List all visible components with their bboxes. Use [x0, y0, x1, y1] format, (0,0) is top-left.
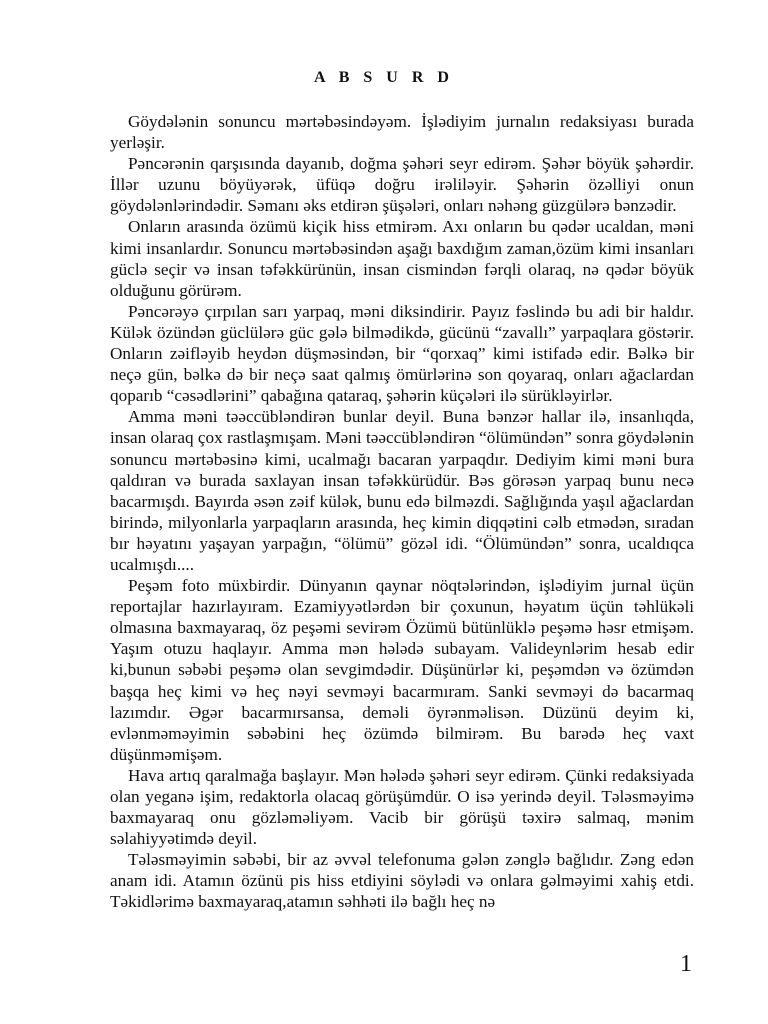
paragraph-6: Peşəm foto müxbirdir. Dünyanın qaynar nöqtələrindən, işlədiyim jurnal üçün reportajlar hazırlayıram. Ezamiyyətlərdən bir çoxunun, həyatım üçün təhlükəli olmasına baxmayaraq, öz peşəmi sevirəm Özümü bütünlüklə peşəmə həsr etmişəm. Yaşım otuzu haqlayır. Amma mən hələdə subayam. Valideynlərim hesab edir ki,bunun səbəbi peşəmə olan sevgimdədir. Düşünürlər ki, peşəmdən və özümdən başqa heç kimi və heç nəyi sevməyi bacarmıram. Sanki sevməyi də bacarmaq lazımdır. Əgər bacarmırsansa, deməli öyrənməlisən. Düzünü deyim ki, evlənməməyimin səbəbini heç özümdə bilmirəm. Bu barədə heç vaxt düşünməmişəm. [110, 576, 694, 764]
document-title: A B S U R D [314, 69, 454, 86]
paragraph-4: Pəncərəyə çırpılan sarı yarpaq, məni diksindirir. Payız fəslində bu adi bir haldır. Külək özündən güclülərə güc gələ bilmədikdə, gücünü “zavallı” yarpaqlara göstərir. Onların zəifləyib heydən düşməsindən, bir “qorxaq” kimi istifadə edir. Bəlkə bir neçə gün, bəlkə də bir neçə saat qalmış ömürlərinə son qoyaraq, onları ağaclardan qoparıb “cəsədlərini” qabağına qataraq, şəhərin küçələri ilə sürükləyirlər. [110, 301, 694, 406]
page-number: 1 [680, 951, 692, 977]
paragraph-5: Amma məni təəccübləndirən bunlar deyil. Buna bənzər hallar ilə, insanlıqda, insan olaraq çox rastlaşmışam. Məni təəccübləndirən “ölümündən” sonra göydələnin sonuncu mərtəbəsinə kimi, ucalmağı bacaran yarpaqdır. Dediyim kimi məni bura qaldıran və burada saxlayan insan təfəkkürüdür. Bəs görəsən yarpaq bunu necə bacarmışdı. Bayırda əsən zəif külək, bunu edə bilməzdi. Sağlığında yaşıl ağaclardan birində, milyonlarla yarpaqların arasında, heç kimin diqqətini cəlb etmədən, sıradan bır həyatını yaşayan yarpağın, “ölümü” gözəl idi. “Ölümündən” sonra, ucaldıqca ucalmışdı.... [110, 407, 694, 574]
document-body [110, 111, 694, 913]
paragraph-3: Onların arasında özümü kiçik hiss etmirəm. Axı onların bu qədər ucaldan, məni kimi insanlardır. Sonuncu mərtəbəsindən aşağı baxdığım zaman,özüm kimi insanları güclə seçir və insan təfəkkürünün, insan cismindən fərqli olaraq, nə qədər böyük olduğunu görürəm. [110, 217, 694, 300]
paragraph-8: Tələsməyimin səbəbi, bir az əvvəl telefonuma gələn zənglə bağlıdır. Zəng edən anam idi. Atamın özünü pis hiss etdiyini söylədi və onlara gəlməyimi xahiş etdi. Təkidlərimə baxmayaraq,atamın səhhəti ilə bağlı heç nə [110, 850, 694, 912]
paragraph-2: Pəncərənin qarşısında dayanıb, doğma şəhəri seyr edirəm. Şəhər böyük şəhərdir. İllər uzunu böyüyərək, üfüqə doğru irəliləyir. Şəhərin özəlliyi onun göydələnlərindədir. Səmanı əks etdirən şüşələri, onları nəhəng güzgülərə bənzədir. [110, 154, 694, 216]
paragraph-1: Göydələnin sonuncu mərtəbəsindəyəm. İşlədiyim jurnalın redaksiyası burada yerləşir. [110, 112, 694, 153]
paragraph-7: Hava artıq qaralmağa başlayır. Mən hələdə şəhəri seyr edirəm. Çünki redaksiyada olan yeganə işim, redaktorla olacaq görüşümdür. O isə yerində deyil. Tələsməyimə baxmayaraq onu gözləməliyəm. Vacib bir görüşü təxirə salmaq, mənim səlahiyyətimdə deyil. [110, 765, 694, 849]
